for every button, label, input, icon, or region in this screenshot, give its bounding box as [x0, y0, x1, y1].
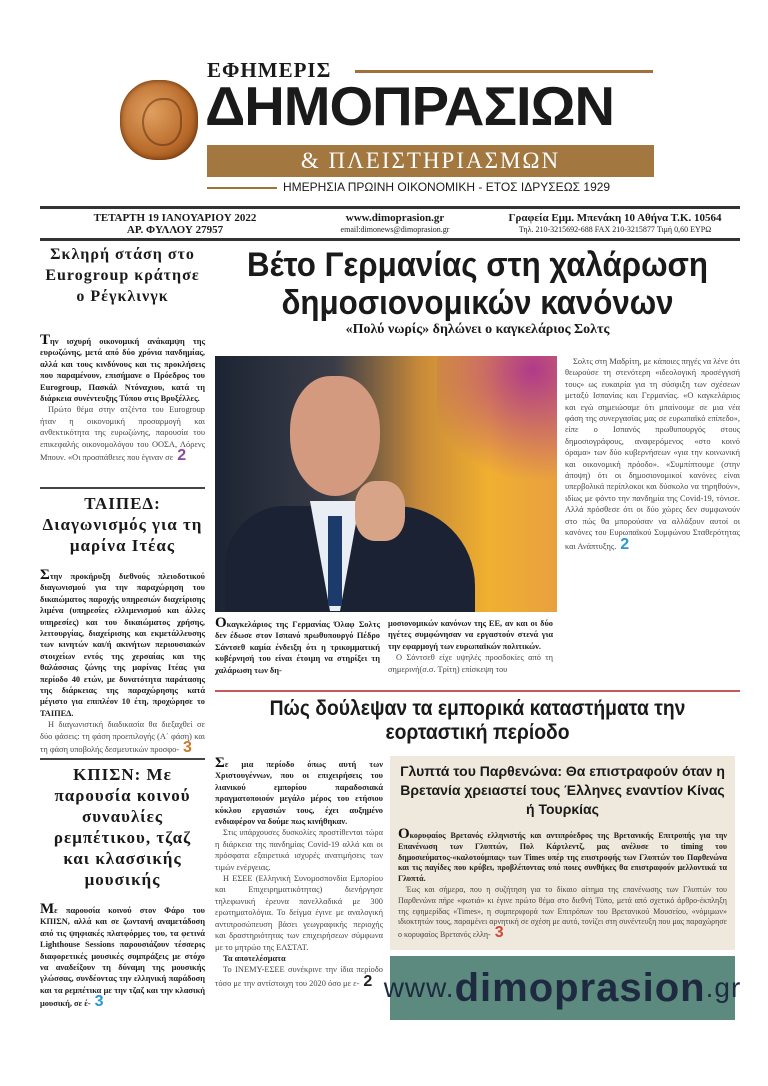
article-body: Έως και σήμερα, που η συζήτηση για το δίκαιο αίτημα της επανένωσης των Γλυπτών του Παρθενώνα πήρε «φωτιά» κι έγινε πρώτο θέμα στο διεθνή Τύπο, μετά από σχετικό άρθρο-έκπληξη της εφημερίδας «Times», η συμπεριφορά των Επιτρόπων του Βρετανικού Μουσείου, «νόμιμων» ιδιοκτητών τους, παραμένει αρνητική σε σχέση με αυτό, τονίζει στη συνέντευξη που μας παραχώρησε ο κορυφαίος Βρετανός ελλη-: [398, 884, 727, 940]
page-ref[interactable]: 3: [494, 924, 504, 942]
email-link[interactable]: email:dimonews@dimoprasion.gr: [340, 225, 450, 234]
issue-number: ΑΡ. ΦΥΛΛΟΥ 27957: [126, 224, 224, 236]
article-eurogroup[interactable]: [40, 244, 205, 463]
drop-cap: Μ: [40, 901, 55, 917]
article-title[interactable]: ΚΠΙΣΝ: Με παρουσία κοινού συναυλίες ρεμπέτικου, τζαζ και κλασσικής μουσικής: [53, 765, 192, 889]
article-body: Το ΙΝΕΜΥ-ΕΣΕΕ συνέκρινε την ίδια περίοδο τόσο με την αντίστοιχη του 2020 όσο με ε-: [215, 965, 383, 988]
ad-suffix: .gr: [705, 972, 742, 1003]
article-body: Πρώτο θέμα στην ατζέντα του Eurogroup ήταν η οικονομική προσαρμογή και ανθεκτικότητα της ευρωζώνης, παρουσία του επικεφαλής οικονομολόγου του ΟΟΣΑ, Λόρενς Μπουν. «Οι προσπάθειες που έγιναν σε: [40, 405, 205, 463]
masthead-top: ΕΦΗΜΕΡΙΣ: [207, 58, 332, 82]
divider: [40, 206, 740, 209]
contact-info: [490, 212, 740, 236]
ad-brand: dimoprasion: [454, 965, 706, 1010]
article-marbles[interactable]: [390, 756, 735, 950]
masthead-title: ΔΗΜΟΠΡΑΣΙΩΝ: [205, 75, 615, 137]
article-title[interactable]: Γλυπτά του Παρθενώνα: Θα επιστραφούν όταν η Βρετανία χρειαστεί τους Έλληνες εναντίον Κίνας ή Τουρκίας: [400, 763, 725, 817]
drop-cap: Σ: [215, 755, 225, 771]
divider: [40, 238, 740, 241]
contact: Τηλ. 210-3215692-688 FAX 210-3215877 Τιμή 0,60 ΕΥΡΩ: [518, 225, 712, 234]
article-lead: ην ισχυρή οικονομική ανάκαμψη της ευρωζώνης, μετά από δύο χρόνια πανδημίας, αλλά και τους κινδύνους και τις προκλήσεις που παραμένουν, επισήμανε ο Πρόεδρος του Eurogroup, Πασκάλ Ντόναχιου, κατά τη διάρκεια συνέντευξης Τύπου στις Βρυξέλλες.: [40, 337, 205, 404]
divider: [355, 70, 653, 73]
article-lead: ε μια περίοδο όπως αυτή των Χριστουγέννων, που οι επιχειρήσεις του λιανικού εμπορίου παραδοσιακά πραγματοποιούν μεγάλο μέρος του ετήσιου κύκλου εργασιών τους, έχει αυξημένο ενδιαφέρον να δούμε πως κινήθηκαν.: [215, 760, 383, 827]
article-lead: κορυφαίος Βρετανός ελληνιστής και αντιπρόεδρος της Βρετανικής Επιτροπής για την Επανένωση των Γλυπτών, Πολ Κάρτλεντζ, μας ανέλυσε το timing του δημοσιεύματος-«καλοτούμπας» των Times υπέρ της επιστροφής των Γλυπτών του Παρθενώνα και τις παγίδες που κρύβει, προβλέποντας υπό ποιες συνθήκες θα επιστραφούν μελλοντικά τα Γλυπτά.: [398, 831, 727, 884]
article-kpisn[interactable]: [40, 764, 205, 1010]
drop-cap: Σ: [40, 567, 50, 583]
article-subhead: Τα αποτελέσματα: [223, 953, 286, 963]
issue-info: [75, 212, 275, 236]
masthead-coin-logo: [120, 80, 198, 160]
article-title[interactable]: ΤΑΙΠΕΔ: Διαγωνισμός για τη μαρίνα Ιτέας: [42, 494, 203, 555]
main-headline[interactable]: Βέτο Γερμανίας στη χαλάρωση δημοσιονομικών κανόνων: [246, 246, 709, 322]
page-ref[interactable]: 3: [94, 993, 104, 1011]
drop-cap: Ο: [398, 826, 410, 842]
page-ref[interactable]: 2: [363, 972, 373, 990]
page-ref[interactable]: 3: [183, 739, 192, 757]
drop-cap: Τ: [40, 332, 51, 348]
website-ad-banner[interactable]: [383, 956, 742, 1020]
divider: [207, 187, 277, 189]
article-body: Η διαγωνιστική διαδικασία θα διεξαχθεί σε δύο φάσεις: τη φάση προεπιλογής (Α΄ φάση) και τη φάση υποβολής δεσμευτικών προσφο-: [40, 720, 205, 755]
article-lead: καγκελάριος της Γερμανίας Όλαφ Σολτς δεν έδωσε στον Ισπανό πρωθυπουργό Πέδρο Σάντσεθ καμία ένδειξη ότι η τρικομματική κυβέρνησή του είναι έτοιμη να στηρίξει τη χαλάρωση των δη-: [215, 620, 380, 675]
main-subhead: «Πολύ νωρίς» δηλώνει ο καγκελάριος Σολτς: [345, 322, 610, 337]
main-photo: [215, 356, 557, 612]
article-taiped[interactable]: [40, 493, 205, 756]
retail-headline[interactable]: Πώς δούλεψαν τα εμπορικά καταστήματα την εορταστική περίοδο: [269, 697, 686, 744]
web-info: [300, 212, 490, 236]
divider: [215, 690, 740, 692]
article-title[interactable]: Σκληρή στάση στο Eurogroup κράτησε ο Ρέγκλινγκ: [45, 246, 200, 305]
drop-cap: Ο: [215, 615, 227, 631]
masthead-subtitle: & ΠΛΕΙΣΤΗΡΙΑΣΜΩΝ: [207, 145, 654, 177]
article-body: Στις υπάρχουσες δυσκολίες προστίθενται τώρα η διάρκεια της πανδημίας Covid-19 αλλά και οι πρόσφατα εξαιρετικά ισχυρές ανατιμήσεις των τιμών ενέργειας.: [215, 828, 383, 872]
page-ref[interactable]: 2: [177, 447, 187, 465]
website-link[interactable]: www.dimoprasion.gr: [345, 212, 445, 224]
article-lead: ε παρουσία κοινού στον Φάρο του ΚΠΙΣΝ, αλλά και σε ζωντανή αναμετάδοση από τις ψηφιακές πλατφόρμες του, τα φετινά Lighthouse Sessions παρουσιάζουν τέσσερις διαφορετικές μουσικές συμπράξεις με στόχο να αναδείξουν τη δύναμη της μουσικής γλώσσας, συνδέοντας την ελληνική παράδοση και τα ρεμπέτικα με την τζαζ και την κλασική μουσική, σε έ-: [40, 906, 205, 1009]
date: ΤΕΤΑΡΤΗ 19 ΙΑΝΟΥΑΡΙΟΥ 2022: [93, 212, 257, 224]
article-retail: [215, 755, 383, 990]
main-lead-col2: [388, 618, 553, 675]
address: Γραφεία Εμμ. Μπενάκη 10 Αθήνα Τ.Κ. 10564: [508, 212, 722, 224]
main-side-text: [565, 356, 740, 552]
masthead-tagline: ΗΜΕΡΗΣΙΑ ΠΡΩΙΝΗ ΟΙΚΟΝΟΜΙΚΗ - ΕΤΟΣ ΙΔΡΥΣΕΩΣ 1929: [283, 180, 611, 194]
main-lead-col1: [215, 615, 380, 676]
article-body: Η ΕΣΕΕ (Ελληνική Συνομοσπονδία Εμπορίου και Επιχειρηματικότητας) διενήργησε τηλεφωνική έρευνα πανελλαδικά με 300 ερωτηματολόγια. Το δείγμα έγινε με αναλογική αντιπροσώπευση βάσει γεωγραφικής περιοχής και δραστηριότητας των επιχειρήσεων σύμφωνα με το μητρώο της ΕΛΣΤΑΤ.: [215, 874, 383, 952]
ad-prefix: www.: [383, 972, 455, 1003]
article-body: Σολτς στη Μαδρίτη, με κάποιες πηγές να λένε ότι θεωρούσε τη στενότερη «ιδεολογική προσέγγισή τους» ως ευκαιρία για τη σύσφιξη των σχέσεων μεταξύ Ισπανίας και Γερμανίας. «Ο καγκελάριος και εγώ σημειώσαμε ότι μπαίνουμε σε μια νέα φάση της συνεργασίας μας σε ευρωπαϊκό επίπεδο», είπε ο Ισπανός πρωθυπουργός στους δημοσιογράφους, αναφερόμενος «στο κοινό όραμα» των δύο κυβερνήσεων «για την κοινωνική και οικονομική πρόοδο». «Συμπίπτουμε (στην άποψη) ότι οι δημοσιονομικοί κανόνες είναι υπερβολικά περίπλοκοι και δύσκολο να τηρηθούν», ιδίως με φόντο την πανδημία της Covid-19, τόνισε. Αλλά πρόσθεσε ότι οι δύο χώρες δεν συμφωνούν στο πώς θα μπορούσαν να αλλάξουν αυτοί οι κανόνες του Ευρωπαϊκού Συμφώνου Σταθερότητας και Ανάπτυξης.: [565, 357, 740, 551]
article-lead: μοσιονομικών κανόνων της ΕΕ, αν και οι δύο ηγέτες συμφώνησαν να εργαστούν στενά για την εφαρμογή των ευρωπαϊκών πολιτικών.: [388, 619, 553, 651]
divider: [40, 487, 205, 489]
page-ref[interactable]: 2: [620, 535, 630, 553]
divider: [40, 758, 205, 760]
article-body: Ο Σάντσεθ είχε υψηλές προσδοκίες από τη σημερινή(σ.σ. Τρίτη) επίσκεψη του: [388, 653, 553, 674]
article-lead: την προκήρυξη διεθνούς πλειοδοτικού διαγωνισμού για την παραχώρηση του δικαιώματος παροχής υπηρεσιών διαχείρισης λιμένα (υπηρεσίες ελλιμενισμού και άλλες υπηρεσίες) και του δικαιώματος χρήσης, λειτουργίας, διαχείρισης και εκμετάλλευσης των κινητών και/ή ακινήτων περιουσιακών στοιχείων εντός της χερσαίας και της θαλάσσιας ζώνης της μαρίνας Ιτέας για περίοδο 40 ετών, με δυνατότητα παράτασης της διάρκειας της παραχώρησης κατά μέγιστο για επιπλέον 10 έτη, προχώρησε το ΤΑΙΠΕΔ.: [40, 572, 205, 718]
